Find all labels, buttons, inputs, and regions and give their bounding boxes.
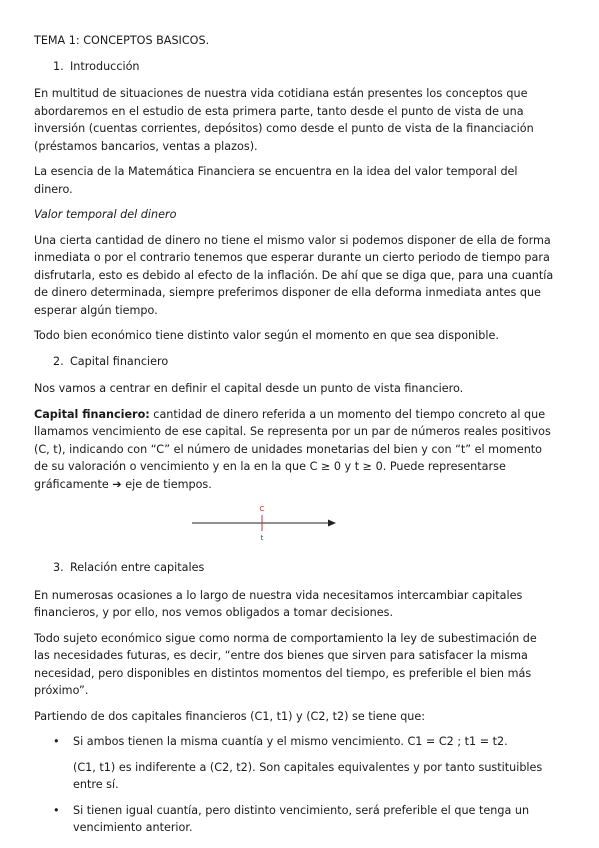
bullet-icon: • [53, 735, 60, 748]
paragraph-partiendo: Partiendo de dos capitales financieros (C1, t1) y (C2, t2) se tiene que: [34, 709, 426, 723]
paragraph-intro: En multitud de situaciones de nuestra vida cotidiana están presentes los conceptos que abordaremos en el estudio de esta primera parte, tanto desde el punto de vista de una inversión (cuentas corrientes, depósitos) como desde el punto de vista de la financiación (préstamos bancarios, ventas a plazos). [34, 87, 534, 153]
section-label: Introducción [70, 59, 140, 73]
subheading-valor-temporal: Valor temporal del dinero [34, 208, 177, 221]
definition-text: cantidad de dinero referida a un momento del tiempo concreto al que llamamos vencimiento de ese capital. Se representa por un par de números reales positivos (C, t), indicando con “C” el número de unidades monetarias del bien y con “t” el momento de su valoración o vencimiento y en la en la que C ≥ 0 y t ≥ 0. Puede representarse gráficamente ➔ eje de tiempos. [34, 407, 551, 491]
section-number: 3. [53, 561, 64, 574]
section-label: Relación entre capitales [70, 561, 205, 574]
list-item-subtext: (C1, t1) es indiferente a (C2, t2). Son capitales equivalentes y por tanto sustituibles entre sí. [73, 760, 543, 791]
paragraph-esencia: La esencia de la Matemática Financiera se encuentra en la idea del valor temporal del dinero. [34, 165, 518, 196]
paragraph-centrar: Nos vamos a centrar en definir el capital desde un punto de vista financiero. [34, 382, 464, 395]
list-item [34, 733, 554, 751]
paragraph-bien-economico: Todo bien económico tiene distinto valor según el momento en que sea disponible. [34, 329, 499, 342]
paragraph-intercambiar: En numerosas ocasiones a lo largo de nuestra vida necesitamos intercambiar capitales financieros, y por ello, nos vemos obligados a tomar decisiones. [34, 588, 523, 619]
document-page [34, 32, 554, 845]
time-axis-svg [34, 501, 554, 547]
time-axis-diagram [34, 501, 554, 547]
section-heading-introduccion [34, 58, 554, 76]
bullet-icon: • [53, 803, 60, 817]
paragraph-valor-temporal: Una cierta cantidad de dinero no tiene el mismo valor si podemos disponer de ella de forma inmediata o por el contrario tenemos que esperar durante un cierto periodo de tiempo para disfrutarla, esto es debido al efecto de la inflación. De ahí que se diga que, para una cuantía de dinero determinada, siempre preferimos disponer de ella deforma inmediata antes que esperar algún tiempo. [34, 233, 554, 317]
section-heading-relacion-capitales [34, 559, 554, 577]
section-number: 1. [53, 59, 64, 73]
list-item-text: Si tienen igual cuantía, pero distinto vencimiento, será preferible el que tenga un vencimiento anterior. [73, 803, 530, 834]
document-title: TEMA 1: CONCEPTOS BASICOS. [34, 34, 210, 47]
definition-term: Capital financiero: [34, 407, 150, 421]
section-number: 2. [53, 354, 64, 368]
time-label: t [260, 534, 264, 542]
capital-label: C [259, 505, 265, 513]
paragraph-subestimacion: Todo sujeto económico sigue como norma de comportamiento la ley de subestimación de las necesidades futuras, es decir, “entre dos bienes que sirven para satisfacer la misma necesidad, pero disponibles en distintos momentos del tiempo, es preferible el bien más próximo”. [34, 631, 537, 697]
list-item-text: Si ambos tienen la misma cuantía y el mismo vencimiento. C1 = C2 ; t1 = t2. [73, 735, 508, 748]
section-heading-capital-financiero [34, 353, 554, 371]
section-label: Capital financiero [70, 354, 169, 368]
time-axis-arrowhead [328, 520, 336, 527]
paragraph-definicion-capital [34, 406, 554, 494]
list-item [34, 802, 554, 837]
